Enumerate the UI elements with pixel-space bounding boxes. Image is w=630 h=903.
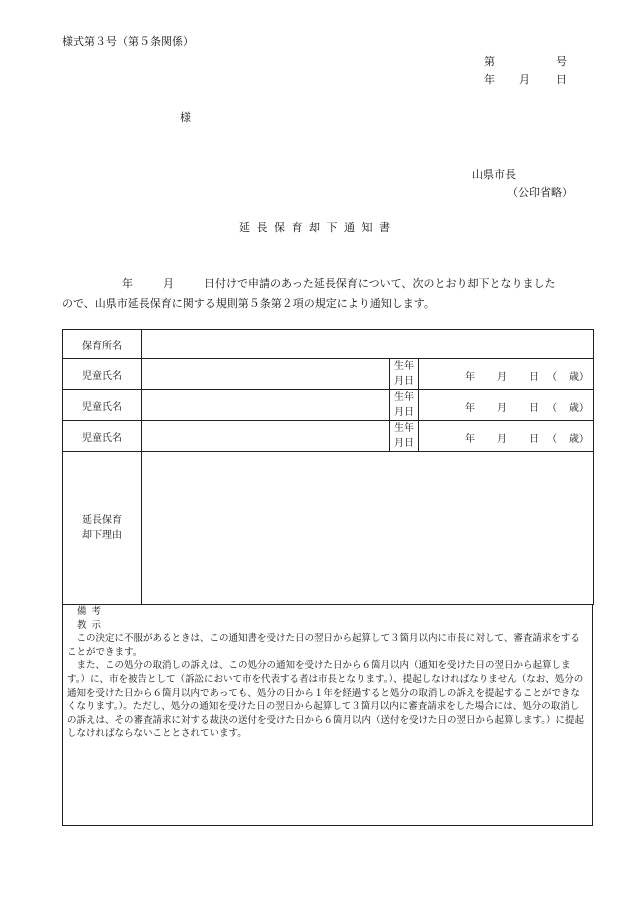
dob-label: 生年 月日 xyxy=(390,359,419,390)
issue-date-month: 月 xyxy=(519,73,530,86)
intro-text: 日付けで申請のあった延長保育について、次のとおり却下となりました xyxy=(204,277,556,290)
issue-date-day: 日 xyxy=(556,73,567,86)
issuer-name: 山県市長 xyxy=(472,168,516,181)
dob-label: 生年 月日 xyxy=(390,421,419,452)
nursery-row xyxy=(63,330,594,359)
child-name-value xyxy=(142,359,390,390)
intro-line-1 xyxy=(122,275,555,291)
remarks-section xyxy=(62,605,593,826)
age-close: 歳） xyxy=(569,403,589,414)
remarks-heading: 備考 xyxy=(77,606,107,617)
intro-line-2: ので、山県市延長保育に関する規則第５条第２項の規定により通知します。 xyxy=(62,297,435,310)
reason-row xyxy=(63,452,594,605)
document-number-suffix: 号 xyxy=(556,55,567,68)
child-row xyxy=(63,421,594,452)
notice-form-table xyxy=(62,329,594,605)
dob-day: 日 xyxy=(529,403,539,414)
child-name-label: 児童氏名 xyxy=(63,390,142,421)
document-number-label: 第 xyxy=(484,55,495,68)
age-open: （ xyxy=(547,372,557,383)
child-name-label: 児童氏名 xyxy=(63,421,142,452)
child-row xyxy=(63,359,594,390)
dob-day: 日 xyxy=(529,372,539,383)
reason-label: 延長保育 却下理由 xyxy=(63,452,142,605)
child-name-value xyxy=(142,421,390,452)
dob-value xyxy=(419,359,594,390)
dob-year: 年 xyxy=(465,372,475,383)
reason-value xyxy=(142,452,594,605)
age-open: （ xyxy=(547,403,557,414)
seal-note: （公印省略） xyxy=(507,186,573,199)
age-close: 歳） xyxy=(569,434,589,445)
child-name-value xyxy=(142,390,390,421)
intro-month: 月 xyxy=(163,277,174,290)
addressee-suffix: 様 xyxy=(180,111,191,124)
instruction-heading: 教示 xyxy=(77,619,107,631)
dob-month: 月 xyxy=(497,434,507,445)
lawsuit-paragraph: また、この処分の取消しの訴えは、この処分の通知を受けた日から６箇月以内（通知を受けた日の翌日から起算します。）に、市を被告として（訴訟において市を代表する者は市長となります。）、提起しなければなりません（なお、処分の通知を受けた日から６箇月以内であっても、処分の日から１年を経過すると処分の取消しの訴えを提起することができなくなります。）。ただし、処分の通知を受けた日の翌日から起算して３箇月以内に審査請求をした場合には、処分の取消しの訴えは、その審査請求に対する裁決の送付を受けた日から６箇月以内（送付を受けた日の翌日から起算します。）に提起しなければならないこととされています。 xyxy=(67,660,584,740)
dob-value xyxy=(419,421,594,452)
dob-month: 月 xyxy=(497,403,507,414)
intro-year: 年 xyxy=(122,277,133,290)
dob-label: 生年 月日 xyxy=(390,390,419,421)
dob-year: 年 xyxy=(465,434,475,445)
dob-value xyxy=(419,390,594,421)
dob-day: 日 xyxy=(529,434,539,445)
appeal-paragraph: この決定に不服があるときは、この通知書を受けた日の翌日から起算して３箇月以内に市長に対して、審査請求をすることができます。 xyxy=(67,633,580,658)
child-row xyxy=(63,390,594,421)
age-open: （ xyxy=(547,434,557,445)
dob-month: 月 xyxy=(497,372,507,383)
nursery-label: 保育所名 xyxy=(63,330,142,359)
issue-date-year: 年 xyxy=(484,73,495,86)
dob-year: 年 xyxy=(465,403,475,414)
child-name-label: 児童氏名 xyxy=(63,359,142,390)
document-title: 延長保育却下通知書 xyxy=(239,221,397,234)
nursery-value xyxy=(142,330,594,359)
form-number: 様式第３号（第５条関係） xyxy=(62,35,194,48)
age-close: 歳） xyxy=(569,372,589,383)
